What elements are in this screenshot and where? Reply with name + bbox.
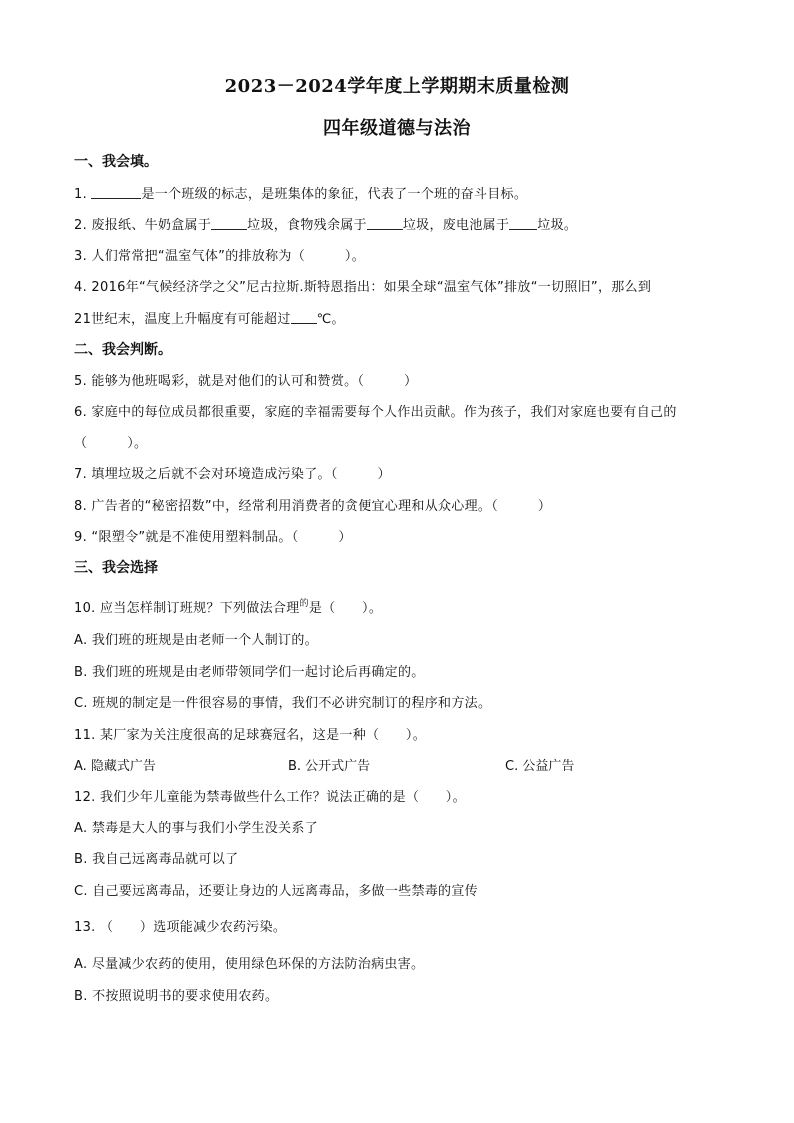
- question-11-option-b: B. 公开式广告: [288, 759, 371, 774]
- question-11-option-a: A. 隐藏式广告: [74, 759, 156, 774]
- answer-blank: [91, 186, 141, 199]
- question-text: 10. 应当怎样制订班规？下列做法合理: [74, 601, 300, 616]
- question-10-option-a: A. 我们班的班规是由老师一个人制订的。: [74, 633, 318, 648]
- question-number: 2.: [74, 218, 88, 233]
- question-4-line-2: [74, 308, 345, 327]
- question-13-option-a: A. 尽量减少农药的使用，使用绿色环保的方法防治病虫害。: [74, 957, 425, 972]
- question-2: [74, 214, 577, 233]
- question-number: 1.: [74, 187, 88, 202]
- section-heading-choose: 三、我会选择: [74, 560, 158, 576]
- answer-blank: [211, 217, 247, 230]
- question-10-stem: [74, 596, 382, 616]
- question-text: 垃圾，食物残余属于: [247, 218, 367, 233]
- page-subtitle: 四年级道德与法治: [323, 118, 471, 139]
- question-13-option-b: B. 不按照说明书的要求使用农药。: [74, 989, 279, 1004]
- question-9: 9. “限塑令”就是不准使用塑料制品。（ ）: [74, 530, 352, 545]
- question-3: 3. 人们常常把“温室气体”的排放称为（ ）。: [74, 249, 366, 264]
- question-text: 是一个班级的标志，是班集体的象征，代表了一个班的奋斗目标。: [141, 187, 528, 202]
- question-text: ℃。: [316, 312, 345, 327]
- question-7: 7. 填埋垃圾之后就不会对环境造成污染了。（ ）: [74, 467, 391, 482]
- answer-blank: [509, 217, 537, 230]
- question-6-line-2: （ ）。: [74, 436, 148, 451]
- question-12-option-c: C. 自己要远离毒品，还要让身边的人远离毒品，多做一些禁毒的宣传: [74, 884, 478, 899]
- question-11-option-c: C. 公益广告: [505, 759, 575, 774]
- question-13-stem: 13. （ ）选项能减少农药污染。: [74, 920, 287, 935]
- question-text: 垃圾，废电池属于: [402, 218, 510, 233]
- answer-blank: [291, 311, 317, 324]
- question-5: 5. 能够为他班喝彩，就是对他们的认可和赞赏。（ ）: [74, 374, 418, 389]
- question-text: 废报纸、牛奶盒属于: [91, 218, 212, 233]
- section-heading-judge: 二、我会判断。: [74, 342, 172, 358]
- question-12-option-b: B. 我自己远离毒品就可以了: [74, 852, 239, 867]
- question-6-line-1: 6. 家庭中的每位成员都很重要，家庭的幸福需要每个人作出贡献。作为孩子，我们对家庭也要有自己的: [74, 405, 677, 420]
- question-8: 8. 广告者的“秘密招数”中，经常利用消费者的贪便宜心理和从众心理。（ ）: [74, 499, 552, 514]
- question-text: 是（ ）。: [308, 601, 383, 616]
- question-11-stem: 11. 某厂家为关注度很高的足球赛冠名，这是一种（ ）。: [74, 728, 427, 743]
- section-heading-fill: 一、我会填。: [74, 154, 158, 170]
- superscript-mark: 的: [299, 599, 309, 609]
- question-12-option-a: A. 禁毒是大人的事与我们小学生没关系了: [74, 821, 318, 836]
- question-12-stem: 12. 我们少年儿童能为禁毒做些什么工作？说法正确的是（ ）。: [74, 790, 466, 805]
- answer-blank: [367, 217, 403, 230]
- question-4-line-1: 4. 2016年“气候经济学之父”尼古拉斯.斯特恩指出：如果全球“温室气体”排放“一切照旧”，那么到: [74, 280, 652, 295]
- question-10-option-c: C. 班规的制定是一件很容易的事情，我们不必讲究制订的程序和方法。: [74, 696, 492, 711]
- page-title: 2023－2024学年度上学期期末质量检测: [224, 76, 570, 97]
- question-text: 21世纪末，温度上升幅度有可能超过: [74, 312, 291, 327]
- question-1: [74, 183, 527, 202]
- question-10-option-b: B. 我们班的班规是由老师带领同学们一起讨论后再确定的。: [74, 665, 425, 680]
- question-text: 垃圾。: [537, 218, 578, 233]
